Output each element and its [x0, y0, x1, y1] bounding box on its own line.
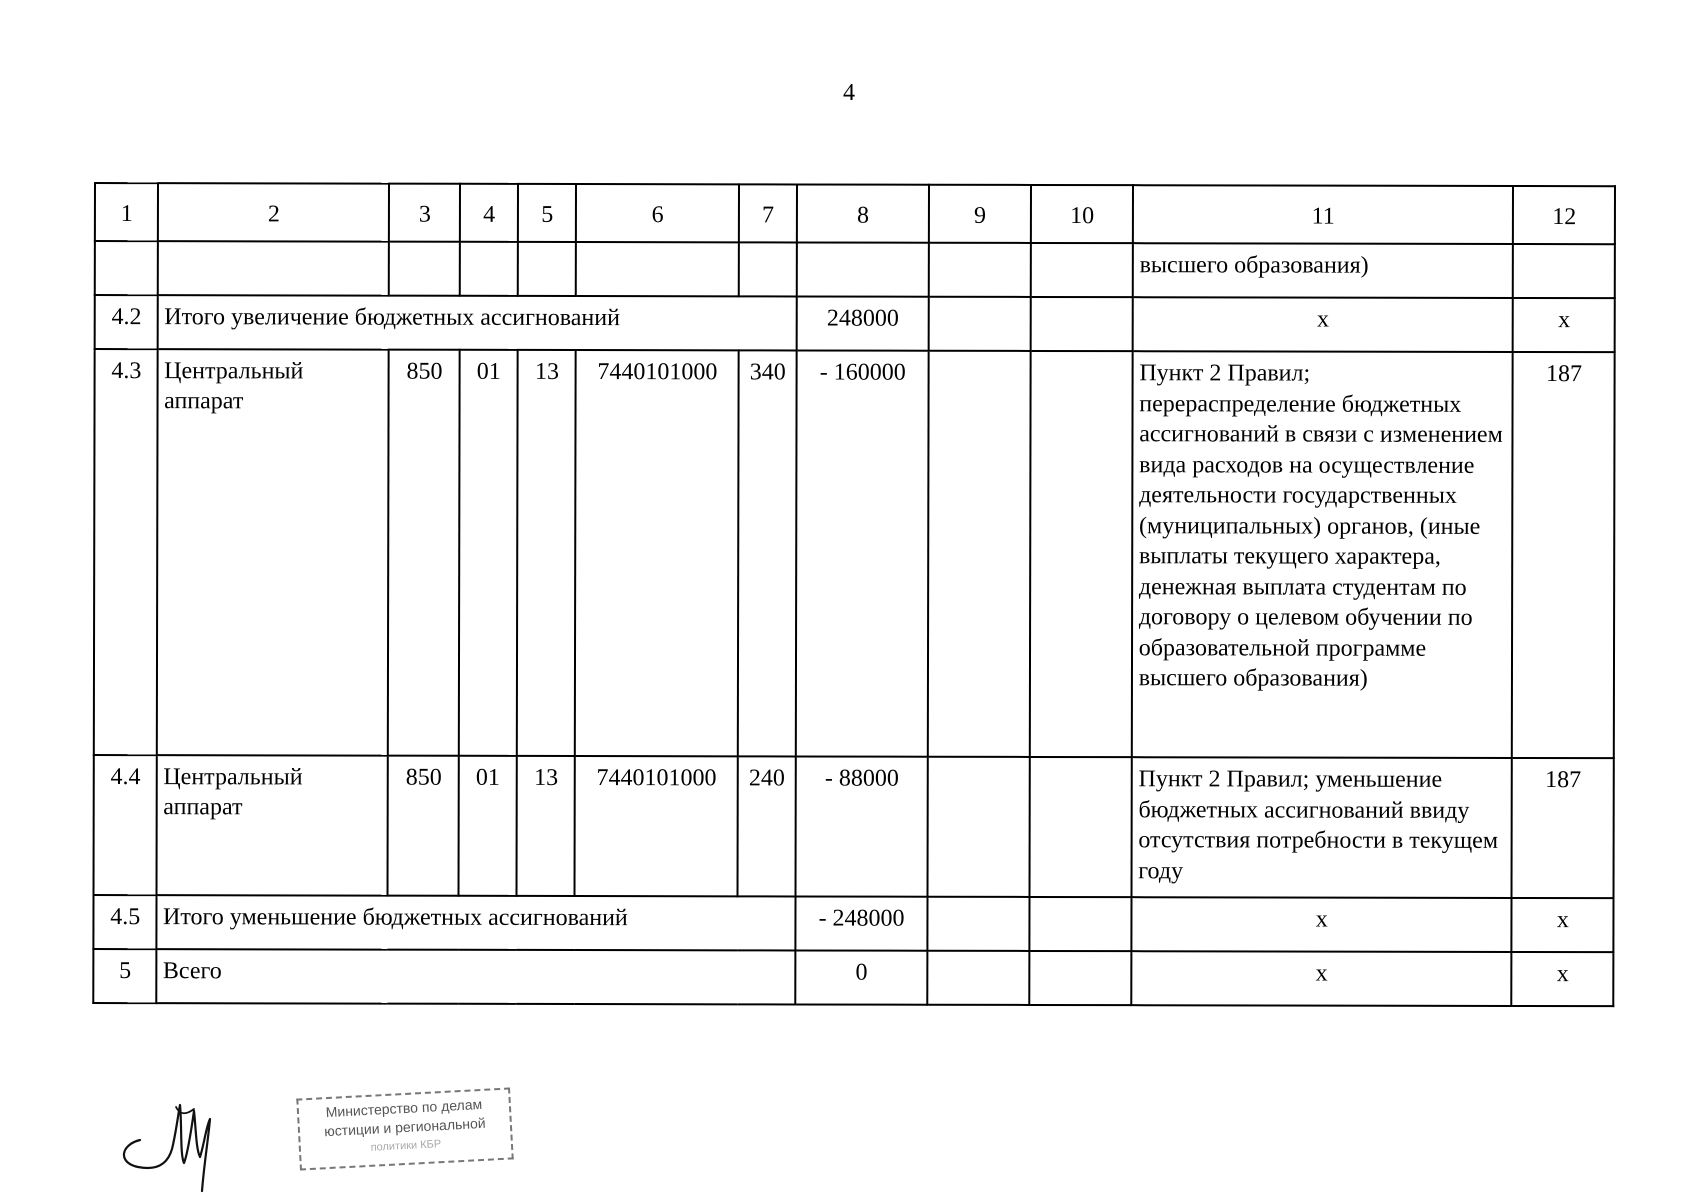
- header-cell: 8: [797, 184, 929, 242]
- page-number: 4: [843, 80, 855, 106]
- amount-cell: 0: [795, 950, 927, 1004]
- org-name-cell: Центральный аппарат: [156, 349, 389, 755]
- section-cell: 01: [458, 350, 517, 756]
- header-cell: 2: [157, 183, 389, 241]
- ministry-code-cell: 850: [388, 350, 459, 756]
- row-number: 5: [93, 949, 156, 1003]
- table-row-continuation: [95, 241, 1615, 298]
- description-cell: высшего образования): [1133, 243, 1513, 298]
- row-label: Итого увеличение бюджетных ассигнований: [157, 295, 796, 350]
- description-cell: x: [1131, 897, 1511, 952]
- row-number: 4.5: [93, 895, 156, 949]
- signature-icon: [110, 1045, 230, 1195]
- code-cell: 187: [1511, 758, 1614, 898]
- row-label: Итого уменьшение бюджетных ассигнований: [156, 895, 795, 950]
- code-cell: x: [1511, 898, 1613, 952]
- amount-cell: - 160000: [796, 350, 929, 756]
- description-cell: Пункт 2 Правил; перераспределение бюджетных ассигнований в связи с изменением вида расходов на осуществление деятельности государственных (муниципальных) органов, (иные выплаты текущего характера, денежная выплата студентам по договору о целевом обучении по образовательной программе высшего образования): [1132, 351, 1513, 758]
- header-cell: 10: [1031, 185, 1133, 243]
- expense-type-cell: 340: [737, 350, 796, 756]
- header-cell: 12: [1513, 186, 1615, 244]
- amount-cell: - 88000: [795, 756, 927, 896]
- registration-stamp: Министерство по делам юстиции и региональной политики КБР: [296, 1087, 513, 1170]
- header-cell: 11: [1133, 185, 1513, 244]
- target-article-cell: 7440101000: [575, 350, 738, 756]
- header-cell: 9: [928, 185, 1030, 243]
- header-cell: 7: [738, 184, 796, 242]
- amount-cell: - 248000: [795, 896, 927, 950]
- table-row-5-total: [93, 949, 1613, 1006]
- header-cell: 4: [459, 184, 517, 242]
- code-cell: x: [1512, 298, 1614, 352]
- table-row-4-4: [94, 755, 1614, 898]
- row-number: 4.2: [95, 295, 158, 349]
- code-cell: 187: [1512, 352, 1615, 758]
- table-row-4-2: [95, 295, 1615, 352]
- header-cell: 6: [576, 184, 739, 242]
- description-cell: Пункт 2 Правил; уменьшение бюджетных ассигнований ввиду отсутствия потребности в текущем году: [1131, 757, 1511, 898]
- allocation-table: [92, 182, 1616, 1007]
- header-cell: 1: [95, 183, 158, 241]
- org-name-cell: Центральный аппарат: [156, 755, 388, 895]
- subsection-cell: 13: [516, 756, 574, 896]
- row-number: 4.4: [94, 755, 157, 895]
- subsection-cell: 13: [517, 350, 576, 756]
- header-cell: 5: [518, 184, 576, 242]
- target-article-cell: 7440101000: [575, 756, 738, 896]
- table-row-4-3: [94, 349, 1615, 758]
- description-cell: x: [1131, 951, 1511, 1006]
- table-row-4-5: [93, 895, 1613, 952]
- ministry-code-cell: 850: [388, 756, 459, 896]
- header-cell: 3: [389, 184, 459, 242]
- header-row: [95, 183, 1615, 244]
- code-cell: x: [1511, 952, 1613, 1006]
- row-number: 4.3: [94, 349, 157, 755]
- expense-type-cell: 240: [737, 756, 795, 896]
- description-cell: x: [1132, 297, 1512, 352]
- amount-cell: 248000: [796, 296, 928, 350]
- section-cell: 01: [458, 756, 516, 896]
- row-label: Всего: [156, 949, 795, 1004]
